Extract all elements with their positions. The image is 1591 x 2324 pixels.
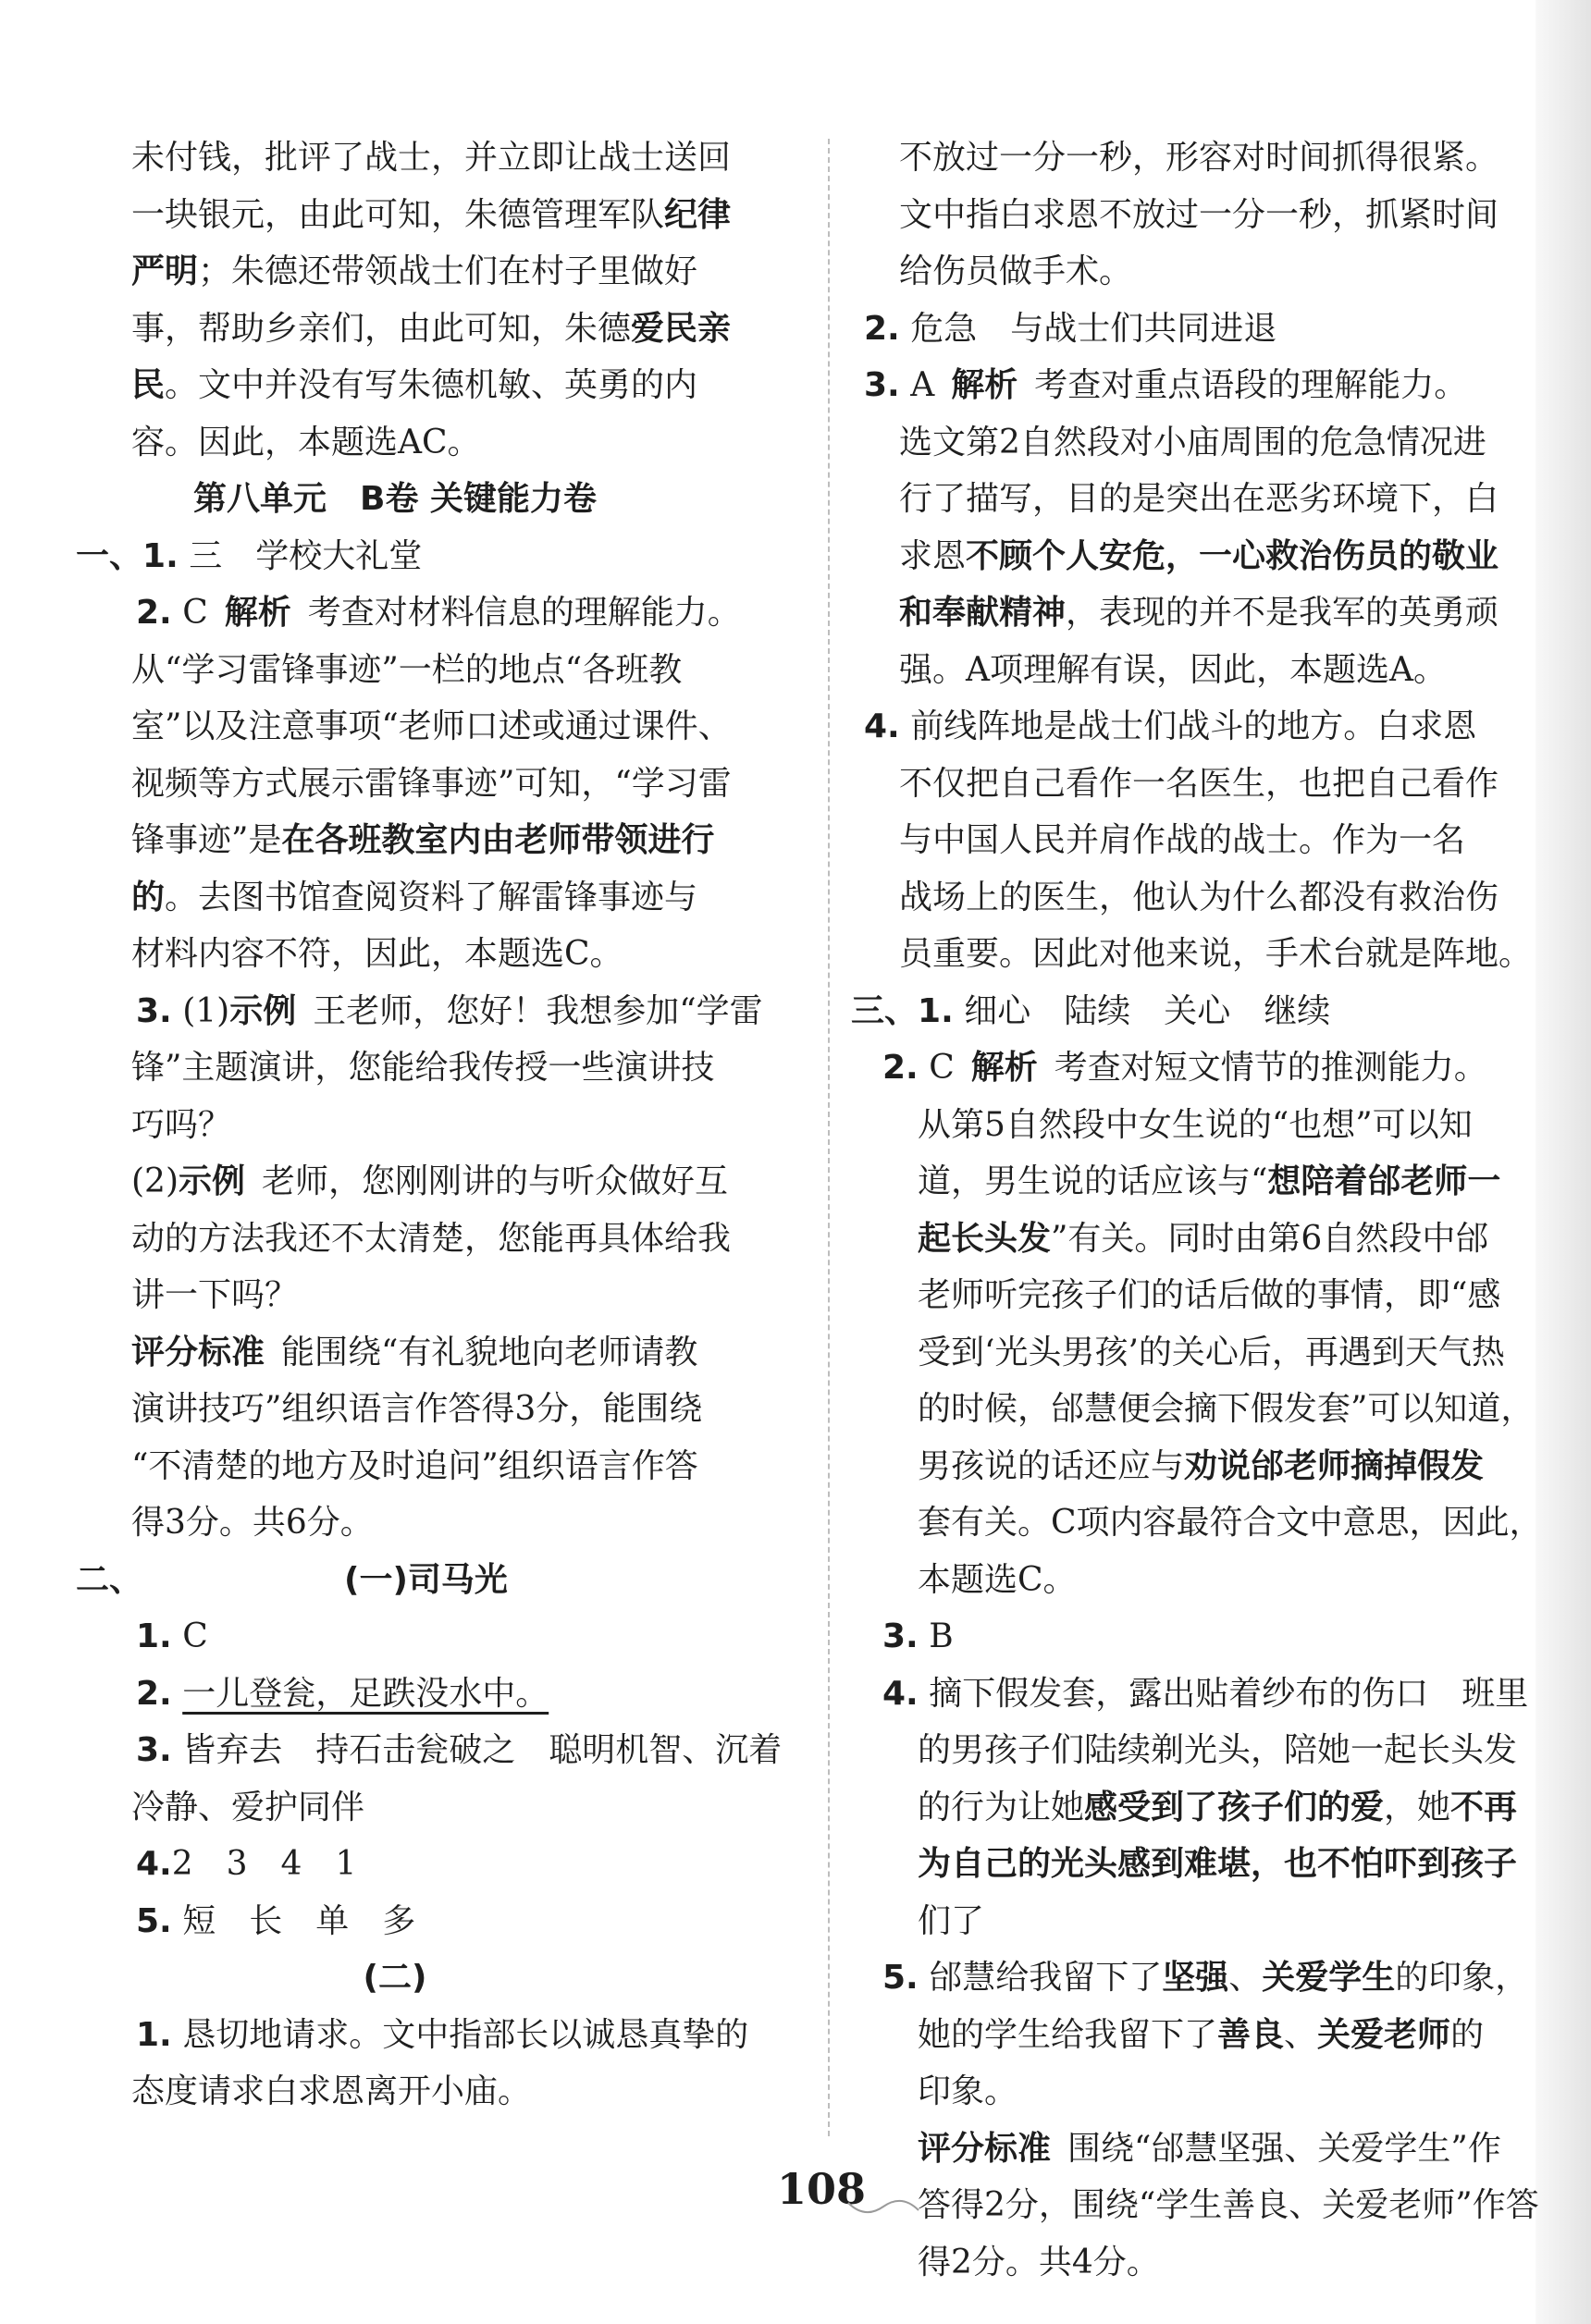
text-line: 动的方法我还不太清楚，您能再具体给我 (131, 1219, 732, 1258)
text-line: 态度请求白求恩离开小庙。 (131, 2072, 532, 2110)
text-line: 不仅把自己看作一名医生，也把自己看作 (899, 764, 1499, 803)
text-line: 强。A项理解有误，因此，本题选A。 (899, 650, 1447, 689)
text-line: 的。去图书馆查阅资料了解雷锋事迹与 (131, 877, 698, 916)
text-line: 演讲技巧”组织语言作答得3分，能围绕 (131, 1390, 703, 1428)
question-5: 5. 短 长 单 多 (136, 1901, 416, 1940)
question-3: 3. (1)示例 王老师，您好！我想参加“学雷 (136, 991, 763, 1030)
text-line: 印象。 (918, 2072, 1018, 2110)
text-line: 视频等方式展示雷锋事迹”可知，“学习雷 (131, 764, 732, 803)
text-line: 一块银元，由此可知，朱德管理军队纪律 (131, 194, 732, 234)
text-line: 的男孩子们陆续剃光头，陪她一起长头发 (918, 1731, 1518, 1769)
text-line: 锋事迹”是在各班教室内由老师带领进行 (131, 820, 715, 859)
text-line: 的时候，邰慧便会摘下假发套”可以知道， (918, 1390, 1535, 1428)
question-5: 5. 邰慧给我留下了坚强、关爱学生的印象， (882, 1958, 1529, 1997)
text-line: 的行为让她感受到了孩子们的爱，她不再 (918, 1787, 1518, 1826)
question-3: 3. 皆弃去 持石击瓮破之 聪明机智、沉着 (136, 1731, 783, 1769)
text-line: 战场上的医生，他认为什么都没有救治伤 (899, 878, 1499, 916)
question-1: 1. 恳切地请求。文中指部长以诚恳真挚的 (136, 2015, 749, 2054)
text-line: 选文第2自然段对小庙周围的危急情况进 (899, 423, 1486, 461)
section-2-header: 二、 (一)司马光 (76, 1560, 508, 1599)
text-line: 不放过一分一秒，形容对时间抓得很紧。 (899, 139, 1499, 177)
question-4: 4.2 3 4 1 (136, 1845, 357, 1883)
page-number: 108 (777, 2164, 867, 2214)
text-line: 冷静、爱护同伴 (131, 1788, 365, 1826)
text-line: 材料内容不符，因此，本题选C。 (131, 935, 623, 973)
text-line: 求恩不顾个人安危，一心救治伤员的敬业 (899, 535, 1499, 575)
text-line: 未付钱，批评了战士，并立即让战士送回 (131, 139, 732, 177)
text-line: 为自己的光头感到难堪，也不怕吓到孩子 (918, 1844, 1518, 1883)
text-line: 答得2分，围绕“学生善良、关爱老师”作答 (918, 2186, 1539, 2224)
text-line: 老师听完孩子们的话后做的事情，即“感 (918, 1276, 1501, 1314)
unit-title: 第八单元 B卷 关键能力卷 (193, 480, 597, 518)
text-line: 给伤员做手术。 (899, 252, 1133, 290)
question-1: 一、1. 三 学校大礼堂 (76, 536, 423, 575)
text-line: 与中国人民并肩作战的战士。作为一名 (899, 821, 1466, 859)
right-column (851, 129, 1554, 2291)
text-line: 得2分。共4分。 (918, 2243, 1160, 2281)
text-line: 从“学习雷锋事迹”一栏的地点“各班教 (131, 650, 683, 689)
subsection-title: (二) (363, 1959, 427, 1997)
question-3: 3. A 解析 考查对重点语段的理解能力。 (864, 366, 1468, 404)
question-1: 1. C (136, 1617, 208, 1655)
text-line: 们了 (918, 1901, 985, 1940)
text-line: 室”以及注意事项“老师口述或通过课件、 (131, 707, 732, 745)
text-line: 套有关。C项内容最符合文中意思，因此， (918, 1504, 1543, 1542)
question-3: 3. B (882, 1617, 954, 1655)
text-line: 和奉献精神，表现的并不是我军的英勇顽 (899, 593, 1499, 632)
text-line: 她的学生给我留下了善良、关爱老师的 (918, 2014, 1485, 2054)
question-1: 三、1. 细心 陆续 关心 继续 (851, 991, 1331, 1030)
text-line: 道，男生说的话应该与“想陪着邰老师一 (918, 1162, 1501, 1200)
text-line: 严明；朱德还带领战士们在村子里做好 (131, 252, 698, 290)
text-line: 从第5自然段中女生说的“也想”可以知 (918, 1105, 1473, 1144)
text-line: “不清楚的地方及时追问”组织语言作答 (131, 1446, 698, 1485)
text-line: (2)示例 老师，您刚刚讲的与听众做好互 (131, 1162, 729, 1200)
page-number-ornament (846, 2194, 920, 2221)
text-line: 起长头发”有关。同时由第6自然段中邰 (918, 1218, 1489, 1258)
text-line: 本题选C。 (918, 1560, 1077, 1599)
text-line: 巧吗？ (131, 1105, 232, 1144)
text-line: 行了描写，目的是突出在恶劣环境下，白 (899, 480, 1499, 518)
question-2: 2. C 解析 考查对短文情节的推测能力。 (882, 1049, 1487, 1087)
question-2: 2. C 解析 考查对材料信息的理解能力。 (136, 594, 741, 632)
text-line: 得3分。共6分。 (131, 1504, 374, 1542)
question-4: 4. 摘下假发套，露出贴着纱布的伤口 班里 (882, 1674, 1529, 1713)
scoring-criteria: 评分标准 能围绕“有礼貌地向老师请教 (131, 1333, 698, 1371)
text-line: 员重要。因此对他来说，手术台就是阵地。 (899, 935, 1533, 973)
scoring-criteria: 评分标准 围绕“邰慧坚强、关爱学生”作 (918, 2129, 1501, 2168)
text-line: 文中指白求恩不放过一分一秒，抓紧时间 (899, 195, 1499, 234)
column-divider (828, 139, 830, 2136)
text-line: 容。因此，本题选AC。 (131, 423, 481, 461)
text-line: 讲一下吗？ (131, 1276, 299, 1314)
question-2: 2. 一儿登瓮，足跌没水中。 (136, 1674, 549, 1713)
left-column (76, 129, 783, 2121)
text-line: 民。文中并没有写朱德机敏、英勇的内 (131, 365, 698, 404)
question-4: 4. 前线阵地是战士们战斗的地方。白求恩 (864, 707, 1477, 745)
text-line: 锋”主题演讲，您能给我传授一些演讲技 (131, 1049, 715, 1087)
text-line: 男孩说的话还应与劝说邰老师摘掉假发 (918, 1445, 1485, 1485)
text-line: 受到‘光头男孩’的关心后，再遇到天气热 (918, 1333, 1505, 1371)
text-line: 事，帮助乡亲们，由此可知，朱德爱民亲 (131, 308, 732, 348)
question-2: 2. 危急 与战士们共同进退 (864, 309, 1277, 348)
